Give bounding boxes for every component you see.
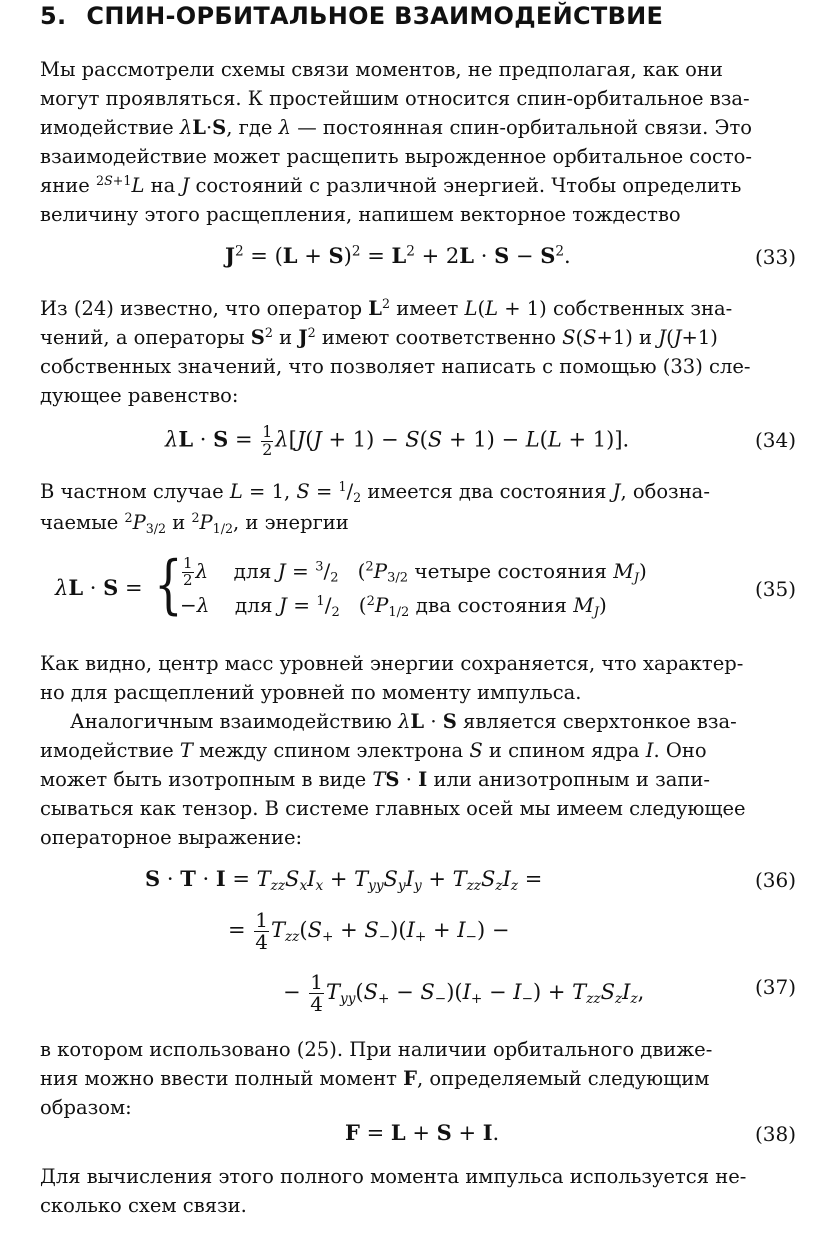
text-line: В частном случае L = 1, $S = ^1/_2$ имеется два состояния J, обозна-	[40, 479, 710, 505]
equation-34: λL · S = $\frac{1}{2}$ λ[J(J + 1) − S(S + 1) − L(L + 1)].	[165, 422, 630, 459]
equation-38: F = L + S + I.	[345, 1120, 500, 1145]
section-heading	[40, 2, 663, 30]
text-line: имодействие λL·S, где λ — постоянная спин-орбитальной связи. Это	[40, 116, 752, 139]
text-line: ния можно ввести полный момент F, определяемый следующим	[40, 1067, 710, 1090]
equation-36: $S \cdot T \cdot I = T_{zz}S_xI_x + T_{yy}S_yI_y + T_{zz}S_zI_z$ =	[145, 866, 543, 895]
text-line: чаемые $^2P_{3/2}$ и $^2P_{1/2}$, и энергии	[40, 510, 349, 536]
equation-37-line1: = $\frac{1}{4}$ $T_{zz}(S_+ + S_-)(I_+ + I_-)$ −	[228, 908, 510, 954]
equation-number: (36)	[754, 868, 796, 892]
text-line: в котором использовано (25). При наличии орбитального движе-	[40, 1038, 713, 1061]
equation-number: (35)	[754, 577, 796, 601]
case-line: $\frac{1}{2}$ λ для $J = ^3/_2$ ($^2P_{3/2}$ четыре состояния $M_J$)	[183, 554, 647, 589]
text-line: чений, а операторы $S^2$ и $J^2$ имеют соответственно S(S+1) и J(J+1)	[40, 325, 718, 349]
equation-35-lhs: λL · S =	[55, 575, 143, 600]
equation-number: (33)	[754, 245, 796, 269]
text-line: дующее равенство:	[40, 384, 239, 407]
text-line: но для расщеплений уровней по моменту импульса.	[40, 681, 582, 704]
text-line: собственных значений, что позволяет написать с помощью (33) сле-	[40, 355, 751, 378]
equation-number: (37)	[754, 975, 796, 999]
text-line: образом:	[40, 1096, 132, 1119]
text-line: сываться как тензор. В системе главных осей мы имеем следующее	[40, 797, 746, 820]
equation-33: $J^2 = (L + S)^2 = L^2 + 2L \cdot S - S^2$.	[225, 243, 571, 268]
equation-37-line2: − $\frac{1}{4}$ $T_{yy}(S_+ - S_-)(I_+ - I_-) + T_{zz}S_zI_z$,	[283, 970, 645, 1016]
brace: {	[154, 548, 183, 622]
text-line: сколько схем связи.	[40, 1194, 247, 1217]
text-line: могут проявляться. К простейшим относится спин-орбитальное вза-	[40, 87, 750, 110]
text-line: Как видно, центр масс уровней энергии сохраняется, что характер-	[40, 652, 744, 675]
text-line: Аналогичным взаимодействию λL · S является сверхтонкое вза-	[70, 710, 737, 733]
text-line: взаимодействие может расщепить вырожденное орбитальное состо-	[40, 145, 753, 168]
text-line: яние $^{2S+1}$L на J состояний с различной энергией. Чтобы определить	[40, 173, 742, 197]
case-line: −λ для $J = ^1/_2$ ($^2P_{1/2}$ два состояния $M_J$)	[180, 593, 607, 620]
text-line: Из (24) известно, что оператор $L^2$ имеет L(L + 1) собственных зна-	[40, 296, 733, 320]
text-line: Мы рассмотрели схемы связи моментов, не предполагая, как они	[40, 58, 723, 81]
equation-number: (34)	[754, 428, 796, 452]
section-title: СПИН-ОРБИТАЛЬНОЕ ВЗАИМОДЕЙСТВИЕ	[86, 2, 664, 30]
text-line: величину этого расщепления, напишем векторное тождество	[40, 203, 681, 226]
equation-number: (38)	[754, 1122, 796, 1146]
text-line: Для вычисления этого полного момента импульса используется не-	[40, 1165, 747, 1188]
text-line: может быть изотропным в виде TS · I или анизотропным и запи-	[40, 768, 710, 791]
text-line: имодействие T между спином электрона S и спином ядра I. Оно	[40, 739, 707, 762]
text-line: операторное выражение:	[40, 826, 303, 849]
section-number: 5.	[40, 2, 67, 30]
